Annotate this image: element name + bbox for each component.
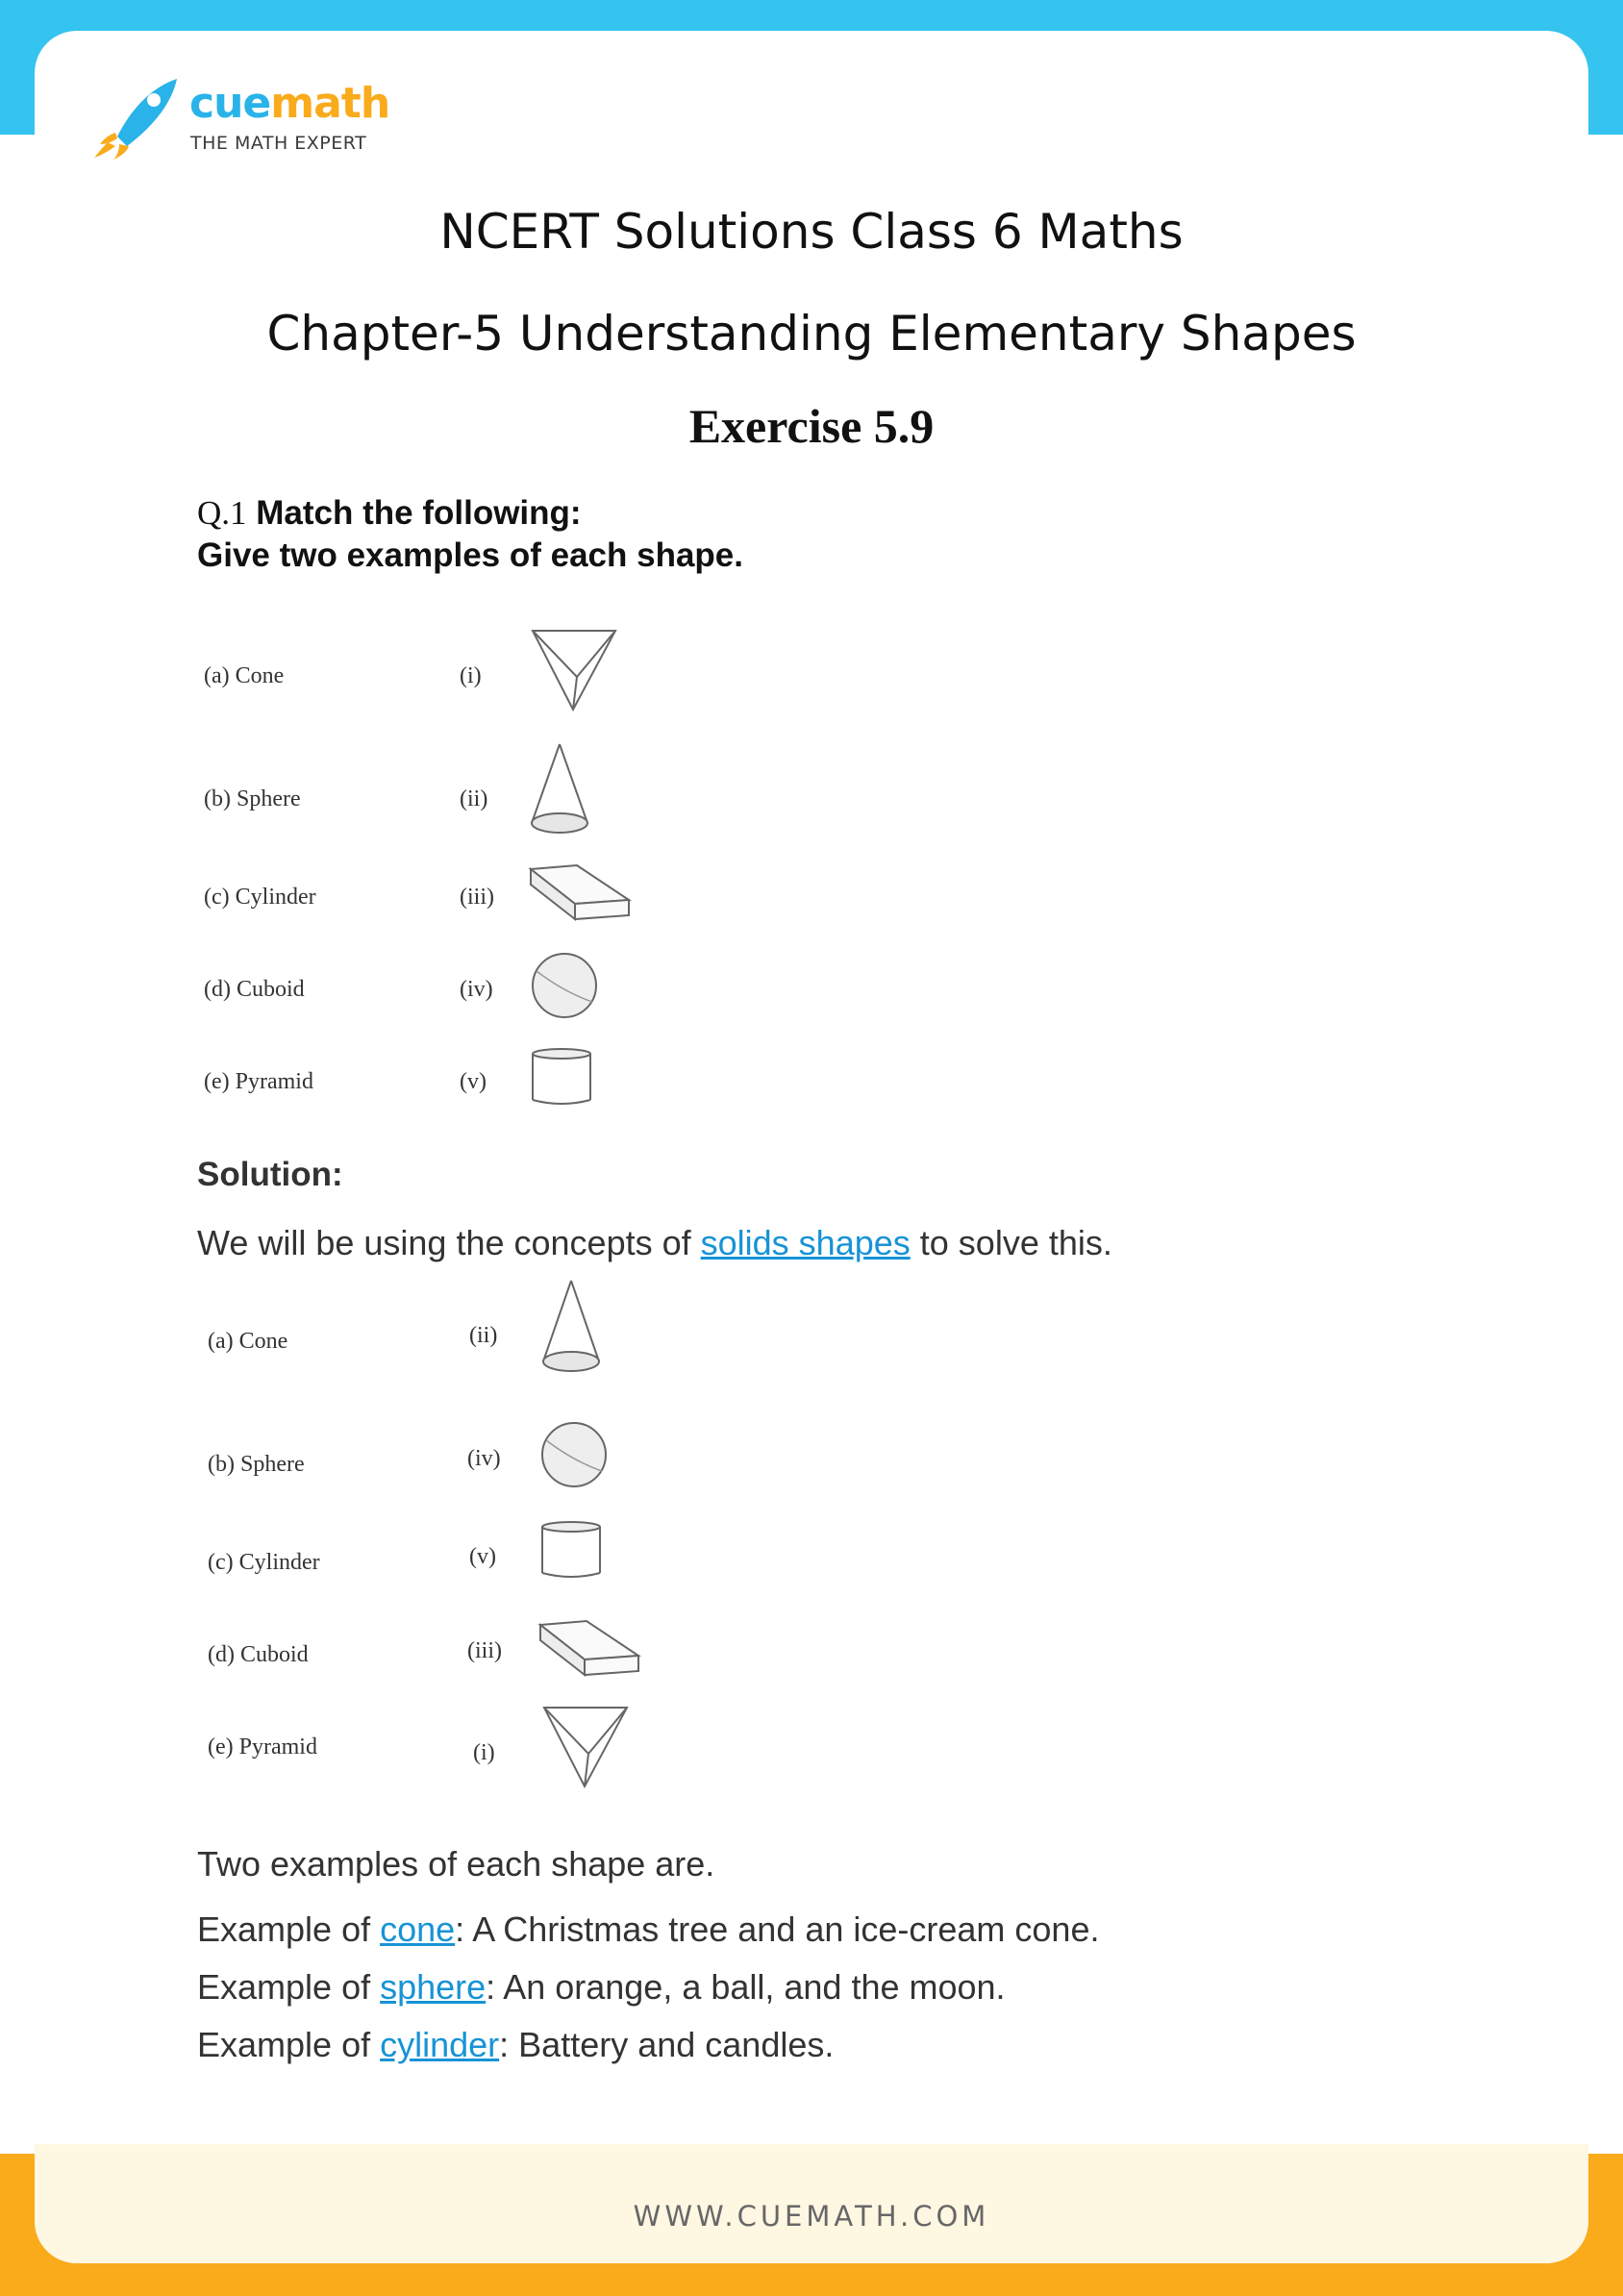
s-label-b: (b) Sphere [208, 1452, 305, 1477]
pyramid-icon [529, 627, 619, 713]
s-label-e: (e) Pyramid [208, 1734, 317, 1759]
question-prompt: Match the following: [256, 494, 582, 532]
page-title: NCERT Solutions Class 6 Maths [439, 204, 1184, 260]
q-label-d: (d) Cuboid [204, 977, 305, 1002]
q-roman-iv: (iv) [460, 977, 493, 1002]
q-label-b: (b) Sphere [204, 786, 301, 811]
s-roman-c: (v) [469, 1544, 496, 1569]
solution-heading: Solution: [197, 1156, 343, 1193]
brand-wordmark [189, 79, 389, 128]
example-prefix: Example of [197, 1909, 381, 1949]
example-prefix: Example of [197, 1967, 381, 2007]
question-line-1 [197, 494, 582, 533]
solution-intro-after: to solve this. [910, 1223, 1112, 1262]
s-label-a: (a) Cone [208, 1329, 288, 1354]
cone-link[interactable]: cone [380, 1909, 456, 1949]
cone-icon [527, 740, 592, 836]
solution-intro-before: We will be using the concepts of [197, 1223, 701, 1262]
example-text: : A Christmas tree and an ice-cream cone. [455, 1909, 1100, 1949]
question-number: Q.1 [197, 494, 247, 532]
s-roman-b: (iv) [467, 1446, 501, 1471]
cuboid-icon [527, 863, 635, 925]
q-label-e: (e) Pyramid [204, 1069, 313, 1094]
sphere-icon [538, 1419, 610, 1490]
cylinder-icon [529, 1046, 594, 1110]
solution-intro [197, 1223, 1112, 1263]
question-subprompt: Give two examples of each shape. [197, 537, 743, 574]
pyramid-icon [540, 1704, 631, 1790]
example-text: : Battery and candles. [499, 2025, 835, 2064]
s-label-c: (c) Cylinder [208, 1550, 320, 1575]
question-line-2 [197, 537, 743, 575]
q-roman-iii: (iii) [460, 885, 494, 910]
example-sphere [197, 1967, 1006, 2008]
brand-tagline: THE MATH EXPERT [190, 133, 367, 154]
cylinder-link[interactable]: cylinder [380, 2025, 500, 2064]
q-roman-v: (v) [460, 1069, 487, 1094]
sphere-link[interactable]: sphere [380, 1967, 487, 2007]
q-roman-i: (i) [460, 663, 482, 688]
cuboid-icon [537, 1619, 644, 1681]
solids-shapes-link[interactable]: solids shapes [700, 1223, 911, 1262]
q-label-c: (c) Cylinder [204, 885, 316, 910]
s-label-d: (d) Cuboid [208, 1642, 309, 1667]
rocket-icon [90, 75, 181, 160]
examples-intro: Two examples of each shape are. [197, 1844, 715, 1884]
brand-name-part2: math [270, 79, 390, 128]
q-roman-ii: (ii) [460, 786, 488, 811]
exercise-title: Exercise 5.9 [688, 399, 935, 453]
s-roman-e: (i) [473, 1740, 495, 1765]
footer-url[interactable]: WWW.CUEMATH.COM [633, 2200, 990, 2233]
chapter-title: Chapter-5 Understanding Elementary Shapes [266, 306, 1357, 362]
example-text: : An orange, a ball, and the moon. [486, 1967, 1006, 2007]
cone-icon [538, 1277, 604, 1377]
cylinder-icon [538, 1519, 604, 1583]
sphere-icon [529, 950, 600, 1021]
s-roman-d: (iii) [467, 1638, 502, 1663]
brand-name-part1: cue [189, 79, 271, 128]
example-cylinder [197, 2025, 834, 2065]
q-label-a: (a) Cone [204, 663, 285, 688]
example-cone [197, 1909, 1099, 1950]
example-prefix: Example of [197, 2025, 381, 2064]
s-roman-a: (ii) [469, 1323, 498, 1348]
